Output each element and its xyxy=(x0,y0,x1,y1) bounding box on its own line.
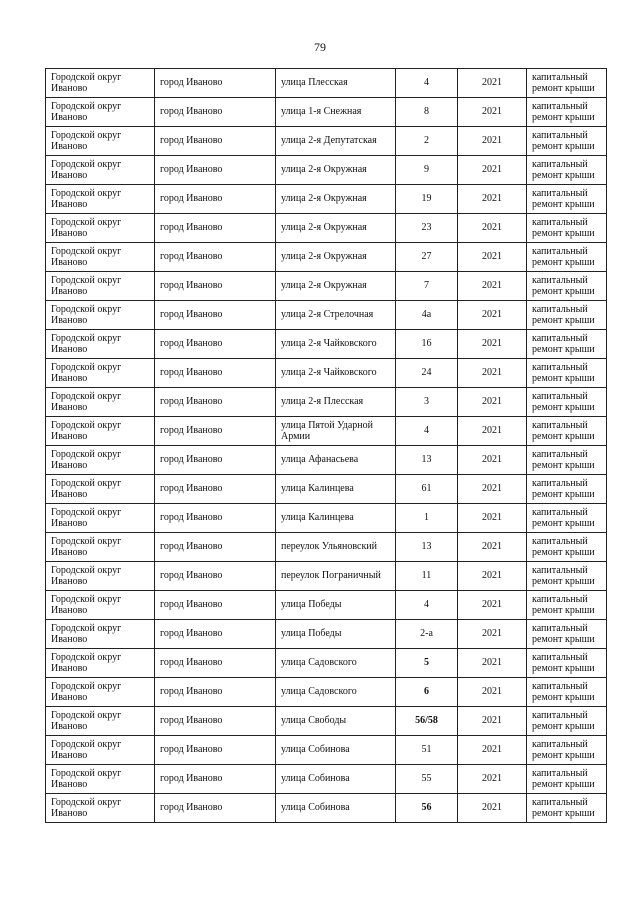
table-row xyxy=(46,475,607,504)
table-row xyxy=(46,301,607,330)
cell-year: 2021 xyxy=(458,243,527,272)
repair-registry-table xyxy=(45,68,607,823)
table-row xyxy=(46,214,607,243)
cell-street: улица 1-я Снежная xyxy=(276,98,396,127)
cell-house-number: 55 xyxy=(396,765,458,794)
cell-year: 2021 xyxy=(458,156,527,185)
cell-settlement: город Иваново xyxy=(155,243,276,272)
cell-municipality: Городской округ Иваново xyxy=(46,620,155,649)
table-row xyxy=(46,272,607,301)
cell-work-type: капитальный ремонт крыши xyxy=(527,591,607,620)
table-row xyxy=(46,562,607,591)
cell-settlement: город Иваново xyxy=(155,707,276,736)
cell-settlement: город Иваново xyxy=(155,475,276,504)
cell-house-number: 11 xyxy=(396,562,458,591)
cell-work-type: капитальный ремонт крыши xyxy=(527,475,607,504)
cell-street: переулок Пограничный xyxy=(276,562,396,591)
cell-house-number: 24 xyxy=(396,359,458,388)
cell-municipality: Городской округ Иваново xyxy=(46,475,155,504)
cell-house-number: 5 xyxy=(396,649,458,678)
cell-house-number: 19 xyxy=(396,185,458,214)
cell-work-type: капитальный ремонт крыши xyxy=(527,98,607,127)
cell-house-number: 3 xyxy=(396,388,458,417)
cell-street: улица 2-я Окружная xyxy=(276,243,396,272)
cell-street: улица Победы xyxy=(276,620,396,649)
table-row xyxy=(46,533,607,562)
cell-municipality: Городской округ Иваново xyxy=(46,69,155,98)
cell-year: 2021 xyxy=(458,359,527,388)
cell-municipality: Городской округ Иваново xyxy=(46,330,155,359)
table-row xyxy=(46,678,607,707)
cell-settlement: город Иваново xyxy=(155,98,276,127)
cell-year: 2021 xyxy=(458,794,527,823)
cell-house-number: 4а xyxy=(396,301,458,330)
cell-street: улица Собинова xyxy=(276,794,396,823)
table-row xyxy=(46,620,607,649)
table-row xyxy=(46,243,607,272)
cell-house-number: 61 xyxy=(396,475,458,504)
cell-street: улица 2-я Окружная xyxy=(276,156,396,185)
cell-year: 2021 xyxy=(458,707,527,736)
cell-year: 2021 xyxy=(458,475,527,504)
table-row xyxy=(46,98,607,127)
table-row xyxy=(46,446,607,475)
cell-street: улица 2-я Плесская xyxy=(276,388,396,417)
cell-municipality: Городской округ Иваново xyxy=(46,98,155,127)
cell-work-type: капитальный ремонт крыши xyxy=(527,301,607,330)
cell-settlement: город Иваново xyxy=(155,678,276,707)
cell-year: 2021 xyxy=(458,214,527,243)
cell-year: 2021 xyxy=(458,301,527,330)
cell-house-number: 51 xyxy=(396,736,458,765)
cell-settlement: город Иваново xyxy=(155,127,276,156)
cell-settlement: город Иваново xyxy=(155,301,276,330)
cell-settlement: город Иваново xyxy=(155,562,276,591)
cell-street: улица Собинова xyxy=(276,736,396,765)
cell-work-type: капитальный ремонт крыши xyxy=(527,330,607,359)
cell-work-type: капитальный ремонт крыши xyxy=(527,417,607,446)
cell-work-type: капитальный ремонт крыши xyxy=(527,388,607,417)
cell-settlement: город Иваново xyxy=(155,69,276,98)
cell-year: 2021 xyxy=(458,591,527,620)
cell-street: улица Калинцева xyxy=(276,475,396,504)
cell-street: улица Пятой Ударной Армии xyxy=(276,417,396,446)
cell-municipality: Городской округ Иваново xyxy=(46,272,155,301)
cell-year: 2021 xyxy=(458,649,527,678)
cell-municipality: Городской округ Иваново xyxy=(46,359,155,388)
cell-work-type: капитальный ремонт крыши xyxy=(527,185,607,214)
cell-municipality: Городской округ Иваново xyxy=(46,127,155,156)
cell-house-number: 13 xyxy=(396,533,458,562)
cell-work-type: капитальный ремонт крыши xyxy=(527,794,607,823)
cell-house-number: 9 xyxy=(396,156,458,185)
cell-settlement: город Иваново xyxy=(155,359,276,388)
cell-year: 2021 xyxy=(458,330,527,359)
cell-work-type: капитальный ремонт крыши xyxy=(527,533,607,562)
cell-house-number: 6 xyxy=(396,678,458,707)
cell-municipality: Городской округ Иваново xyxy=(46,446,155,475)
cell-year: 2021 xyxy=(458,678,527,707)
cell-work-type: капитальный ремонт крыши xyxy=(527,243,607,272)
cell-settlement: город Иваново xyxy=(155,765,276,794)
cell-year: 2021 xyxy=(458,736,527,765)
cell-street: улица 2-я Чайковского xyxy=(276,359,396,388)
cell-year: 2021 xyxy=(458,533,527,562)
cell-settlement: город Иваново xyxy=(155,504,276,533)
cell-work-type: капитальный ремонт крыши xyxy=(527,359,607,388)
cell-street: улица 2-я Окружная xyxy=(276,214,396,243)
table-row xyxy=(46,388,607,417)
cell-house-number: 8 xyxy=(396,98,458,127)
cell-municipality: Городской округ Иваново xyxy=(46,301,155,330)
cell-street: улица Победы xyxy=(276,591,396,620)
cell-settlement: город Иваново xyxy=(155,156,276,185)
cell-settlement: город Иваново xyxy=(155,736,276,765)
cell-municipality: Городской округ Иваново xyxy=(46,794,155,823)
cell-street: переулок Ульяновский xyxy=(276,533,396,562)
cell-work-type: капитальный ремонт крыши xyxy=(527,736,607,765)
cell-year: 2021 xyxy=(458,620,527,649)
cell-year: 2021 xyxy=(458,417,527,446)
cell-settlement: город Иваново xyxy=(155,620,276,649)
cell-house-number: 1 xyxy=(396,504,458,533)
table-row xyxy=(46,649,607,678)
table-row xyxy=(46,591,607,620)
cell-municipality: Городской округ Иваново xyxy=(46,533,155,562)
cell-year: 2021 xyxy=(458,69,527,98)
cell-settlement: город Иваново xyxy=(155,330,276,359)
cell-municipality: Городской округ Иваново xyxy=(46,156,155,185)
cell-street: улица 2-я Стрелочная xyxy=(276,301,396,330)
cell-settlement: город Иваново xyxy=(155,591,276,620)
cell-street: улица Садовского xyxy=(276,678,396,707)
cell-year: 2021 xyxy=(458,504,527,533)
cell-street: улица Садовского xyxy=(276,649,396,678)
cell-year: 2021 xyxy=(458,388,527,417)
cell-work-type: капитальный ремонт крыши xyxy=(527,678,607,707)
cell-work-type: капитальный ремонт крыши xyxy=(527,765,607,794)
table-row xyxy=(46,330,607,359)
cell-street: улица 2-я Чайковского xyxy=(276,330,396,359)
cell-municipality: Городской округ Иваново xyxy=(46,562,155,591)
cell-settlement: город Иваново xyxy=(155,214,276,243)
cell-settlement: город Иваново xyxy=(155,388,276,417)
page-number: 79 xyxy=(314,40,326,54)
cell-municipality: Городской округ Иваново xyxy=(46,243,155,272)
cell-work-type: капитальный ремонт крыши xyxy=(527,620,607,649)
cell-house-number: 4 xyxy=(396,591,458,620)
cell-municipality: Городской округ Иваново xyxy=(46,504,155,533)
cell-year: 2021 xyxy=(458,127,527,156)
cell-street: улица Афанасьева xyxy=(276,446,396,475)
registry-body xyxy=(46,69,607,823)
cell-street: улица Калинцева xyxy=(276,504,396,533)
cell-municipality: Городской округ Иваново xyxy=(46,736,155,765)
cell-year: 2021 xyxy=(458,185,527,214)
cell-municipality: Городской округ Иваново xyxy=(46,185,155,214)
cell-settlement: город Иваново xyxy=(155,417,276,446)
table-row xyxy=(46,707,607,736)
cell-street: улица 2-я Окружная xyxy=(276,185,396,214)
table-row xyxy=(46,185,607,214)
cell-house-number: 7 xyxy=(396,272,458,301)
table-row xyxy=(46,417,607,446)
cell-settlement: город Иваново xyxy=(155,533,276,562)
cell-work-type: капитальный ремонт крыши xyxy=(527,127,607,156)
cell-work-type: капитальный ремонт крыши xyxy=(527,69,607,98)
cell-municipality: Городской округ Иваново xyxy=(46,388,155,417)
cell-work-type: капитальный ремонт крыши xyxy=(527,446,607,475)
cell-street: улица 2-я Окружная xyxy=(276,272,396,301)
cell-year: 2021 xyxy=(458,446,527,475)
cell-house-number: 56/58 xyxy=(396,707,458,736)
cell-settlement: город Иваново xyxy=(155,446,276,475)
cell-year: 2021 xyxy=(458,272,527,301)
cell-work-type: капитальный ремонт крыши xyxy=(527,156,607,185)
cell-house-number: 56 xyxy=(396,794,458,823)
cell-settlement: город Иваново xyxy=(155,794,276,823)
cell-house-number: 23 xyxy=(396,214,458,243)
cell-street: улица Собинова xyxy=(276,765,396,794)
cell-municipality: Городской округ Иваново xyxy=(46,417,155,446)
table-row xyxy=(46,69,607,98)
table-row xyxy=(46,794,607,823)
cell-work-type: капитальный ремонт крыши xyxy=(527,504,607,533)
cell-work-type: капитальный ремонт крыши xyxy=(527,649,607,678)
cell-house-number: 4 xyxy=(396,417,458,446)
cell-work-type: капитальный ремонт крыши xyxy=(527,707,607,736)
cell-house-number: 16 xyxy=(396,330,458,359)
cell-settlement: город Иваново xyxy=(155,185,276,214)
cell-house-number: 13 xyxy=(396,446,458,475)
cell-year: 2021 xyxy=(458,98,527,127)
table-row xyxy=(46,156,607,185)
table-row xyxy=(46,736,607,765)
table-row xyxy=(46,504,607,533)
cell-year: 2021 xyxy=(458,562,527,591)
cell-municipality: Городской округ Иваново xyxy=(46,678,155,707)
cell-municipality: Городской округ Иваново xyxy=(46,214,155,243)
table-row xyxy=(46,127,607,156)
cell-settlement: город Иваново xyxy=(155,272,276,301)
cell-municipality: Городской округ Иваново xyxy=(46,591,155,620)
cell-work-type: капитальный ремонт крыши xyxy=(527,562,607,591)
cell-settlement: город Иваново xyxy=(155,649,276,678)
table-row xyxy=(46,359,607,388)
cell-street: улица Свободы xyxy=(276,707,396,736)
cell-house-number: 2-а xyxy=(396,620,458,649)
cell-work-type: капитальный ремонт крыши xyxy=(527,272,607,301)
cell-municipality: Городской округ Иваново xyxy=(46,765,155,794)
cell-work-type: капитальный ремонт крыши xyxy=(527,214,607,243)
cell-house-number: 4 xyxy=(396,69,458,98)
cell-municipality: Городской округ Иваново xyxy=(46,649,155,678)
cell-street: улица 2-я Депутатская xyxy=(276,127,396,156)
cell-house-number: 2 xyxy=(396,127,458,156)
cell-street: улица Плесская xyxy=(276,69,396,98)
table-row xyxy=(46,765,607,794)
cell-year: 2021 xyxy=(458,765,527,794)
cell-municipality: Городской округ Иваново xyxy=(46,707,155,736)
cell-house-number: 27 xyxy=(396,243,458,272)
